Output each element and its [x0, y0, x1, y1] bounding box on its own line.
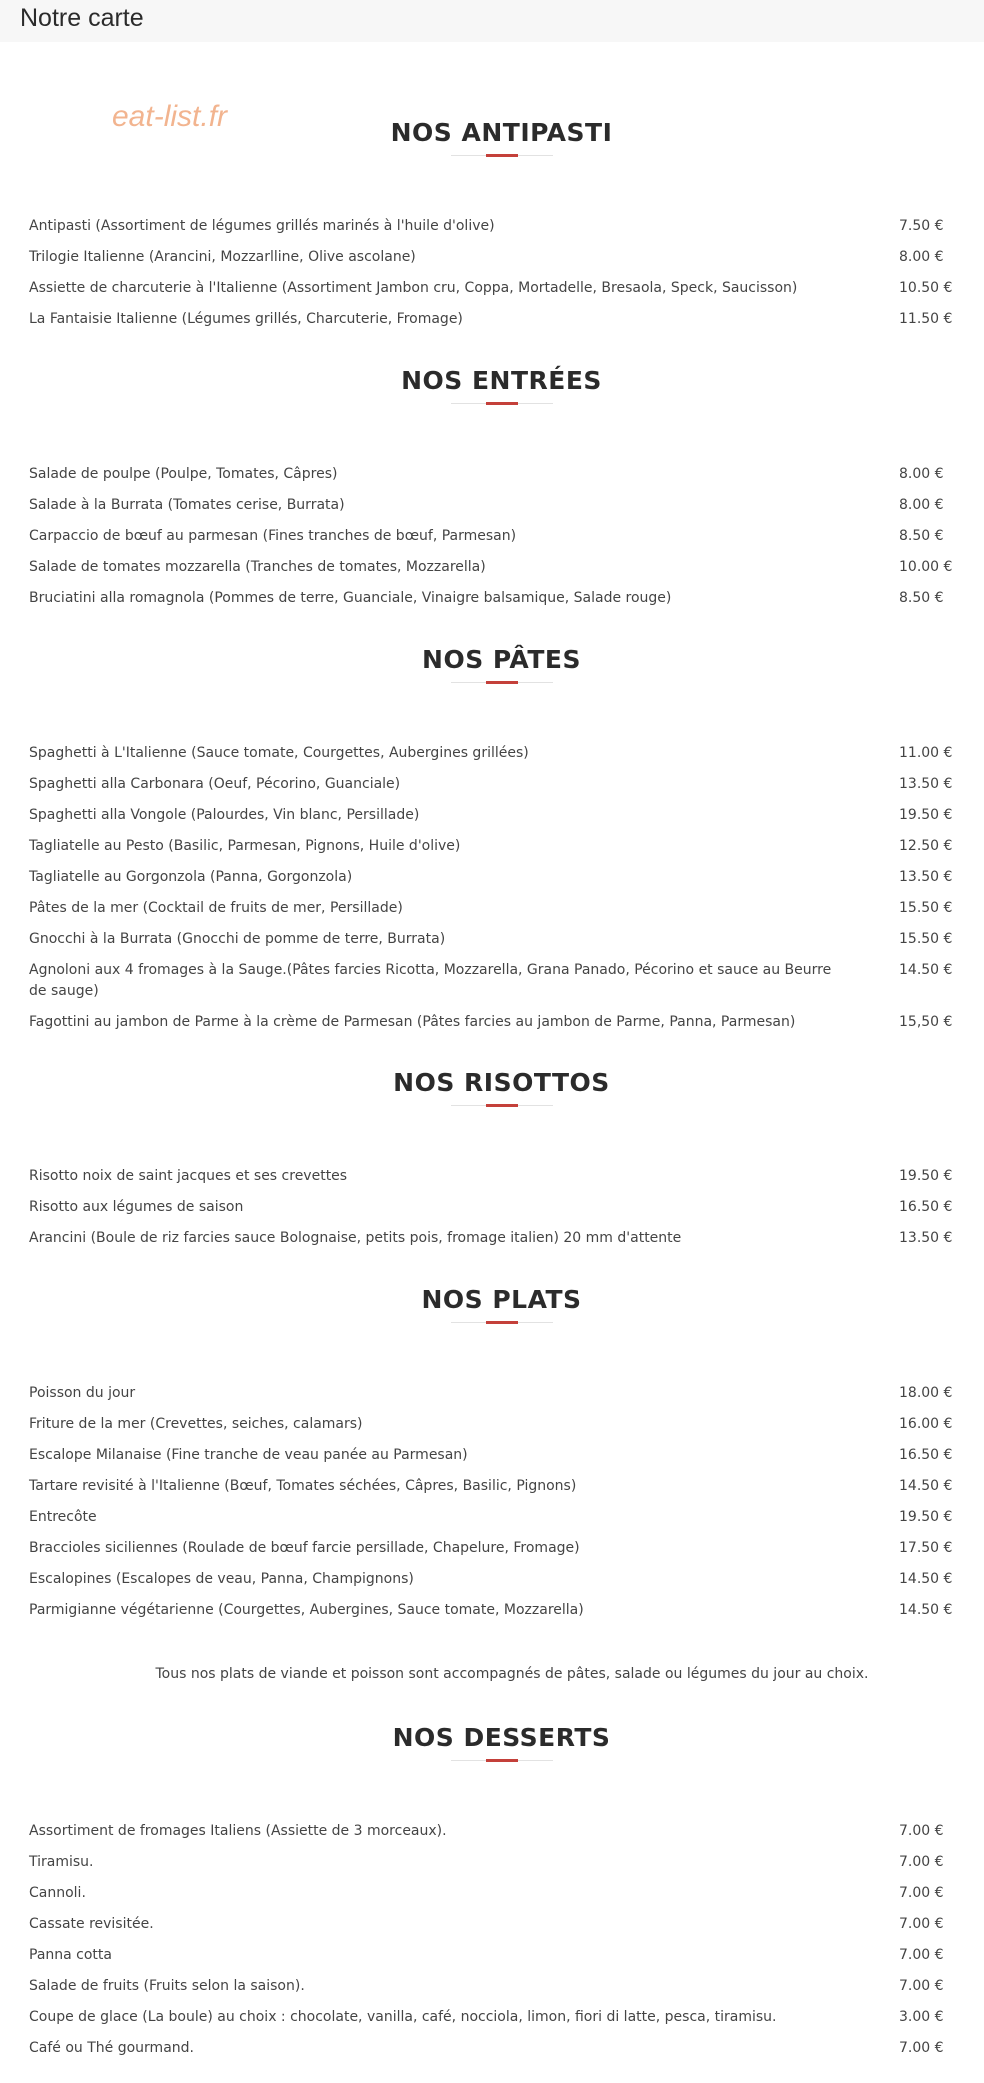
menu-item-name: Assiette de charcuterie à l'Italienne (Assortiment Jambon cru, Coppa, Mortadelle, Bresaola, Speck, Saucisson) — [29, 280, 798, 296]
menu-item-name: Trilogie Italienne (Arancini, Mozzarlline, Olive ascolane) — [29, 249, 416, 265]
menu-item — [0, 1383, 984, 1404]
menu-item — [0, 867, 984, 888]
section-divider — [451, 155, 553, 156]
menu-item — [0, 836, 984, 857]
menu-item-name: Salade à la Burrata (Tomates cerise, Burrata) — [29, 497, 345, 513]
menu-item-name: Agnoloni aux 4 fromages à la Sauge.(Pâtes farcies Ricotta, Mozzarella, Grana Panado, Pécorino et sauce au Beurre de sauge) — [29, 962, 832, 999]
menu-item — [0, 557, 984, 578]
menu-item — [0, 309, 984, 330]
menu-item — [0, 2007, 984, 2028]
menu-item-price: 8.00 € — [899, 466, 944, 482]
menu-item-price: 7.00 € — [899, 1885, 944, 1901]
menu-section — [0, 366, 984, 619]
menu-item — [0, 774, 984, 795]
menu-item-name: Antipasti (Assortiment de légumes grillés marinés à l'huile d'olive) — [29, 218, 495, 234]
menu-section — [0, 1068, 984, 1259]
menu-item — [0, 1945, 984, 1966]
menu-item — [0, 929, 984, 950]
section-note: Tous nos plats de viande et poisson sont accompagnés de pâtes, salade ou légumes du jour au choix. — [155, 1666, 869, 1682]
section-title: NOS DESSERTS — [392, 1723, 611, 1752]
menu-item-price: 14.50 € — [899, 1478, 953, 1494]
menu-item-price: 8.50 € — [899, 528, 944, 544]
menu-item — [0, 1852, 984, 1873]
menu-item-price: 19.50 € — [899, 1168, 953, 1184]
menu-item-price: 16.00 € — [899, 1416, 953, 1432]
section-title: NOS ANTIPASTI — [390, 118, 613, 147]
menu-item-name: Fagottini au jambon de Parme à la crème de Parmesan (Pâtes farcies au jambon de Parme, Panna, Parmesan) — [29, 1014, 796, 1030]
menu-item-price: 14.50 € — [899, 1571, 953, 1587]
menu-item-name: Cannoli. — [29, 1885, 86, 1901]
menu-item-price: 12.50 € — [899, 838, 953, 854]
menu-item-price: 3.00 € — [899, 2009, 944, 2025]
menu-section — [0, 645, 984, 1043]
menu-item-name: Café ou Thé gourmand. — [29, 2040, 194, 2056]
menu-section — [0, 1285, 984, 1631]
menu-item-price: 18.00 € — [899, 1385, 953, 1401]
menu-item-name: Carpaccio de bœuf au parmesan (Fines tranches de bœuf, Parmesan) — [29, 528, 517, 544]
menu-item-list — [0, 464, 984, 609]
section-divider — [451, 682, 553, 683]
menu-item-price: 8.50 € — [899, 590, 944, 606]
menu-item — [0, 1166, 984, 1187]
menu-item — [0, 216, 984, 237]
menu-item-name: Braccioles siciliennes (Roulade de bœuf farcie persillade, Chapelure, Fromage) — [29, 1540, 580, 1556]
menu-item-name: La Fantaisie Italienne (Légumes grillés, Charcuterie, Fromage) — [29, 311, 463, 327]
watermark-logo: eat-list.fr — [112, 100, 228, 133]
menu-item-name: Poisson du jour — [29, 1385, 136, 1401]
menu-item-list — [0, 1383, 984, 1621]
menu-item — [0, 495, 984, 516]
menu-item — [0, 1976, 984, 1997]
menu-item-price: 13.50 € — [899, 776, 953, 792]
menu-item-price: 13.50 € — [899, 869, 953, 885]
menu-item — [0, 1883, 984, 1904]
menu-item-price: 8.00 € — [899, 249, 944, 265]
menu-section — [0, 118, 984, 340]
menu-item-price: 13.50 € — [899, 1230, 953, 1246]
menu-item-name: Tiramisu. — [29, 1854, 94, 1870]
menu-item — [0, 526, 984, 547]
menu-item-list — [0, 1821, 984, 2059]
menu-item-name: Spaghetti à L'Italienne (Sauce tomate, Courgettes, Aubergines grillées) — [29, 745, 529, 761]
menu-item-price: 7.00 € — [899, 1854, 944, 1870]
menu-item — [0, 1228, 984, 1249]
section-divider — [451, 1322, 553, 1323]
menu-item — [0, 743, 984, 764]
section-divider — [451, 1105, 553, 1106]
page-header — [0, 0, 984, 42]
menu-item-name: Panna cotta — [29, 1947, 112, 1963]
section-title: NOS PÂTES — [422, 645, 581, 674]
menu-item — [0, 2038, 984, 2059]
menu-item-price: 15.50 € — [899, 900, 953, 916]
menu-item-name: Parmigianne végétarienne (Courgettes, Aubergines, Sauce tomate, Mozzarella) — [29, 1602, 584, 1618]
menu-item — [0, 1476, 984, 1497]
menu-item — [0, 960, 984, 1002]
menu-item-name: Risotto aux légumes de saison — [29, 1199, 244, 1215]
menu-item-name: Entrecôte — [29, 1509, 97, 1525]
menu-item-price: 14.50 € — [899, 962, 953, 978]
menu-item-price: 15.50 € — [899, 931, 953, 947]
menu-item-price: 8.00 € — [899, 497, 944, 513]
menu-item — [0, 1538, 984, 1559]
menu-item-list — [0, 743, 984, 1033]
menu-item — [0, 898, 984, 919]
menu-item-name: Spaghetti alla Carbonara (Oeuf, Pécorino, Guanciale) — [29, 776, 401, 792]
page-title: Notre carte — [20, 4, 144, 32]
menu-item-price: 11.00 € — [899, 745, 953, 761]
menu-item-price: 10.50 € — [899, 280, 953, 296]
section-divider — [451, 403, 553, 404]
menu-item-name: Gnocchi à la Burrata (Gnocchi de pomme de terre, Burrata) — [29, 931, 446, 947]
section-title: NOS PLATS — [421, 1285, 582, 1314]
menu-item-price: 7.00 € — [899, 1947, 944, 1963]
menu-item-name: Assortiment de fromages Italiens (Assiette de 3 morceaux). — [29, 1823, 447, 1839]
menu-item-name: Escalope Milanaise (Fine tranche de veau panée au Parmesan) — [29, 1447, 468, 1463]
menu-item-price: 7.50 € — [899, 218, 944, 234]
menu-item-price: 19.50 € — [899, 1509, 953, 1525]
menu-item-name: Friture de la mer (Crevettes, seiches, calamars) — [29, 1416, 363, 1432]
menu-item-name: Salade de tomates mozzarella (Tranches de tomates, Mozzarella) — [29, 559, 486, 575]
section-title: NOS RISOTTOS — [393, 1068, 610, 1097]
menu-item — [0, 1821, 984, 1842]
section-divider — [451, 1760, 553, 1761]
menu-section — [0, 1723, 984, 2069]
menu-item-price: 11.50 € — [899, 311, 953, 327]
menu-item-name: Salade de fruits (Fruits selon la saison). — [29, 1978, 305, 1994]
menu-item-list — [0, 1166, 984, 1249]
menu-item-price: 14.50 € — [899, 1602, 953, 1618]
menu-item — [0, 278, 984, 299]
menu-item-price: 17.50 € — [899, 1540, 953, 1556]
menu-item — [0, 1507, 984, 1528]
menu-item-name: Tagliatelle au Gorgonzola (Panna, Gorgonzola) — [29, 869, 353, 885]
menu-item-name: Pâtes de la mer (Cocktail de fruits de mer, Persillade) — [29, 900, 403, 916]
menu-item — [0, 1569, 984, 1590]
menu-item-price: 15,50 € — [899, 1014, 953, 1030]
menu-item-price: 19.50 € — [899, 807, 953, 823]
menu-item-name: Coupe de glace (La boule) au choix : chocolate, vanilla, café, nocciola, limon, fiori di latte, pesca, tiramisu. — [29, 2009, 777, 2025]
menu-item — [0, 1445, 984, 1466]
menu-item-name: Tagliatelle au Pesto (Basilic, Parmesan, Pignons, Huile d'olive) — [29, 838, 461, 854]
menu-item-name: Bruciatini alla romagnola (Pommes de terre, Guanciale, Vinaigre balsamique, Salade rouge) — [29, 590, 672, 606]
menu-item — [0, 1914, 984, 1935]
menu-item-name: Escalopines (Escalopes de veau, Panna, Champignons) — [29, 1571, 414, 1587]
menu-item-list — [0, 216, 984, 330]
menu-item — [0, 1012, 984, 1033]
menu-item-price: 16.50 € — [899, 1199, 953, 1215]
menu-item-price: 7.00 € — [899, 1978, 944, 1994]
menu-item — [0, 1600, 984, 1621]
menu-item-price: 7.00 € — [899, 2040, 944, 2056]
menu-item — [0, 805, 984, 826]
menu-item-price: 7.00 € — [899, 1916, 944, 1932]
menu-item — [0, 247, 984, 268]
menu-item-name: Spaghetti alla Vongole (Palourdes, Vin blanc, Persillade) — [29, 807, 420, 823]
menu-item — [0, 464, 984, 485]
menu-item-name: Salade de poulpe (Poulpe, Tomates, Câpres) — [29, 466, 338, 482]
menu-item-name: Tartare revisité à l'Italienne (Bœuf, Tomates séchées, Câpres, Basilic, Pignons) — [29, 1478, 577, 1494]
menu-item-name: Cassate revisitée. — [29, 1916, 154, 1932]
menu-item-price: 10.00 € — [899, 559, 953, 575]
menu-item-name: Arancini (Boule de riz farcies sauce Bolognaise, petits pois, fromage italien) 20 mm d'attente — [29, 1230, 682, 1246]
menu-item — [0, 1197, 984, 1218]
menu-item-price: 7.00 € — [899, 1823, 944, 1839]
menu-item — [0, 1414, 984, 1435]
menu-item-name: Risotto noix de saint jacques et ses crevettes — [29, 1168, 348, 1184]
section-title: NOS ENTRÉES — [401, 366, 602, 395]
menu-item — [0, 588, 984, 609]
menu-item-price: 16.50 € — [899, 1447, 953, 1463]
